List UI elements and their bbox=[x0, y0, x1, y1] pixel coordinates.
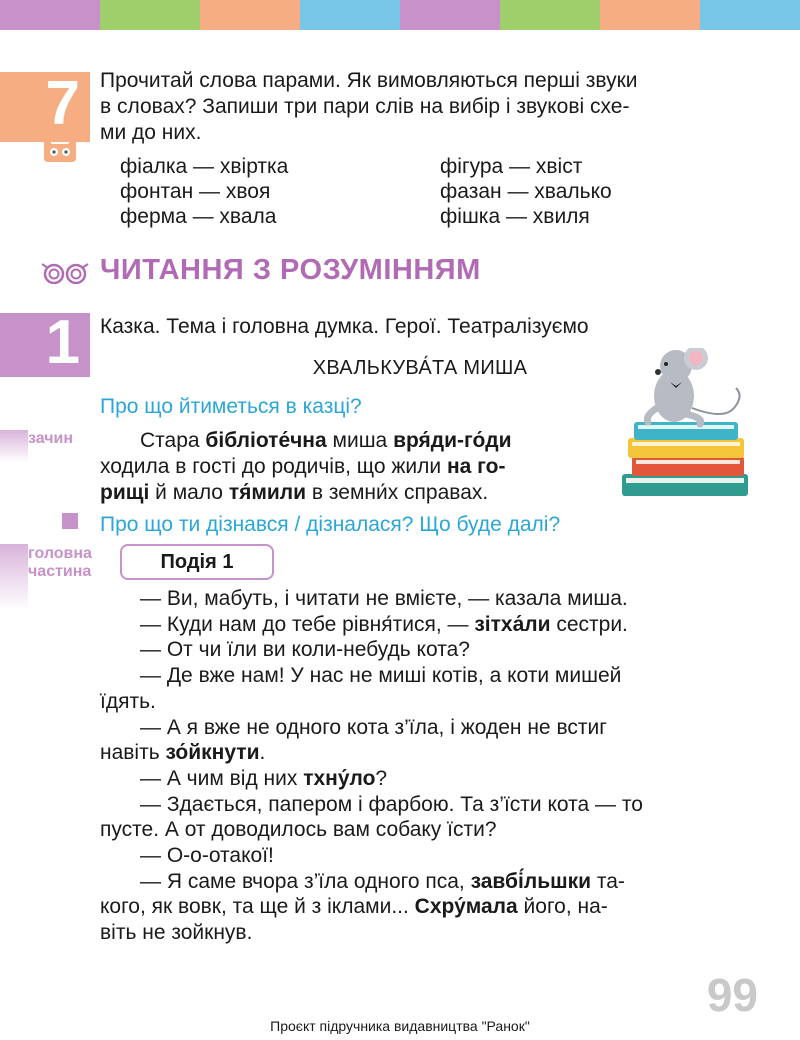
stripe-3 bbox=[200, 0, 300, 30]
exercise-number: 1 bbox=[45, 308, 80, 377]
dialogue-line: — Ви, мабуть, і читати не вмієте, — казала миша. bbox=[140, 587, 628, 610]
question-1: Про що йтиметься в казці? bbox=[100, 395, 362, 418]
dialogue-line: їдять. bbox=[100, 689, 156, 713]
bold-word: Схру́мала bbox=[414, 895, 518, 919]
event-label: Подія 1 bbox=[120, 544, 274, 580]
bold-word: завбі́льшки bbox=[470, 869, 592, 893]
text: — А чим від них bbox=[140, 766, 304, 790]
text: миша bbox=[326, 429, 394, 452]
dialogue-line: віть не зойкнув. bbox=[100, 921, 253, 945]
dialogue-line bbox=[100, 740, 730, 766]
stripe-1 bbox=[0, 0, 100, 30]
text: Стара bbox=[140, 429, 206, 452]
text: кого, як вовк, та ще й з іклами... bbox=[100, 895, 415, 919]
section-title: ЧИТАННЯ З РОЗУМІННЯМ bbox=[100, 254, 481, 286]
story-title: ХВАЛЬКУВА́ТА МИША bbox=[312, 357, 528, 379]
instruction-line: в словах? Запиши три пари слів на вибір і звукові схе- bbox=[100, 95, 630, 118]
exercise-7-instructions bbox=[100, 68, 740, 146]
word-pair: фонтан — хвоя bbox=[120, 180, 271, 203]
stripe-6 bbox=[500, 0, 600, 30]
dialogue-line: — Здається, папером і фарбою. Та з’їсти кота — то bbox=[140, 792, 643, 816]
word-pair: фазан — хвалько bbox=[440, 180, 612, 203]
publisher-footer: Проєкт підручника видавництва "Ранок" bbox=[270, 1018, 530, 1034]
text: в земни́х справах. bbox=[306, 481, 489, 504]
dialogue-line bbox=[100, 766, 730, 792]
text: — Я саме вчора з’їла одного пса, bbox=[140, 869, 471, 893]
side-label-opening: зачин bbox=[28, 430, 74, 447]
text: ходила в гості до родичів, що жили bbox=[100, 455, 447, 478]
bold-word: на го- bbox=[446, 455, 506, 478]
side-label-main bbox=[28, 545, 92, 581]
paragraph-line bbox=[100, 480, 600, 506]
paragraph-line bbox=[100, 428, 600, 454]
word-pair: фіалка — хвіртка bbox=[120, 155, 289, 178]
dialogue-line bbox=[100, 894, 730, 920]
owl-eyes-icon bbox=[40, 260, 90, 284]
text: навіть bbox=[100, 741, 166, 765]
dialogue-line: — Де вже нам! У нас не миші котів, а коти мишей bbox=[140, 664, 622, 688]
dialogue-line: — А я вже не одного кота з’їла, і жоден не встиг bbox=[140, 715, 607, 739]
dialogue-line: — О-о-отакої! bbox=[140, 844, 274, 868]
text: — Куди нам до тебе рівня́тися, — bbox=[140, 612, 475, 636]
story-dialogue bbox=[100, 586, 730, 946]
square-bullet bbox=[62, 513, 78, 529]
bold-word: бібліоте́чна bbox=[205, 429, 327, 452]
text: його, на- bbox=[517, 895, 608, 919]
mouse-on-books-illustration bbox=[604, 348, 754, 502]
dialogue-line bbox=[100, 869, 730, 895]
instruction-line: ми до них. bbox=[100, 121, 202, 144]
bold-word: зітха́ли bbox=[474, 612, 551, 636]
bold-word: тхну́ло bbox=[303, 766, 376, 790]
word-pair: фішка — хвиля bbox=[440, 205, 590, 228]
stripe-5 bbox=[400, 0, 500, 30]
stripe-8 bbox=[700, 0, 800, 30]
bold-word: вря́ди-го́ди bbox=[393, 429, 512, 452]
stripe-4 bbox=[300, 0, 400, 30]
question-2: Про що ти дізнався / дізналася? Що буде далі? bbox=[100, 513, 561, 536]
text: ? bbox=[375, 766, 388, 790]
story-opening-paragraph bbox=[100, 428, 600, 506]
word-pairs-left bbox=[120, 154, 288, 229]
word-pair: фігура — хвіст bbox=[440, 155, 583, 178]
exercise-1-intro: Казка. Тема і головна думка. Герої. Театралізуємо bbox=[100, 315, 589, 338]
text: сестри. bbox=[550, 612, 628, 636]
text: . bbox=[259, 741, 266, 765]
side-label-line: головна bbox=[28, 545, 92, 562]
bold-word: зо́йкнути bbox=[165, 741, 260, 765]
bold-word: рищі bbox=[100, 481, 150, 504]
side-marker bbox=[0, 430, 28, 462]
top-color-stripes bbox=[0, 0, 800, 30]
word-pairs-right bbox=[440, 154, 612, 229]
side-marker bbox=[0, 544, 28, 610]
instruction-line: Прочитай слова парами. Як вимовляються перші звуки bbox=[100, 69, 638, 92]
paragraph-line bbox=[100, 454, 600, 480]
exercise-number: 7 bbox=[45, 69, 80, 138]
side-label-line: частина bbox=[28, 563, 92, 580]
page-number: 99 bbox=[706, 969, 758, 1021]
bold-word: тя́мили bbox=[228, 481, 307, 504]
dialogue-line bbox=[100, 612, 730, 638]
stripe-7 bbox=[600, 0, 700, 30]
dialogue-line: пусте. А от доводилось вам собаку їсти? bbox=[100, 818, 497, 842]
word-pair: ферма — хвала bbox=[120, 205, 277, 228]
stripe-2 bbox=[100, 0, 200, 30]
text: та- bbox=[591, 869, 625, 893]
dialogue-line: — От чи їли ви коли-небудь кота? bbox=[140, 638, 470, 662]
cat-icon bbox=[40, 132, 80, 164]
text: й мало bbox=[149, 481, 229, 504]
